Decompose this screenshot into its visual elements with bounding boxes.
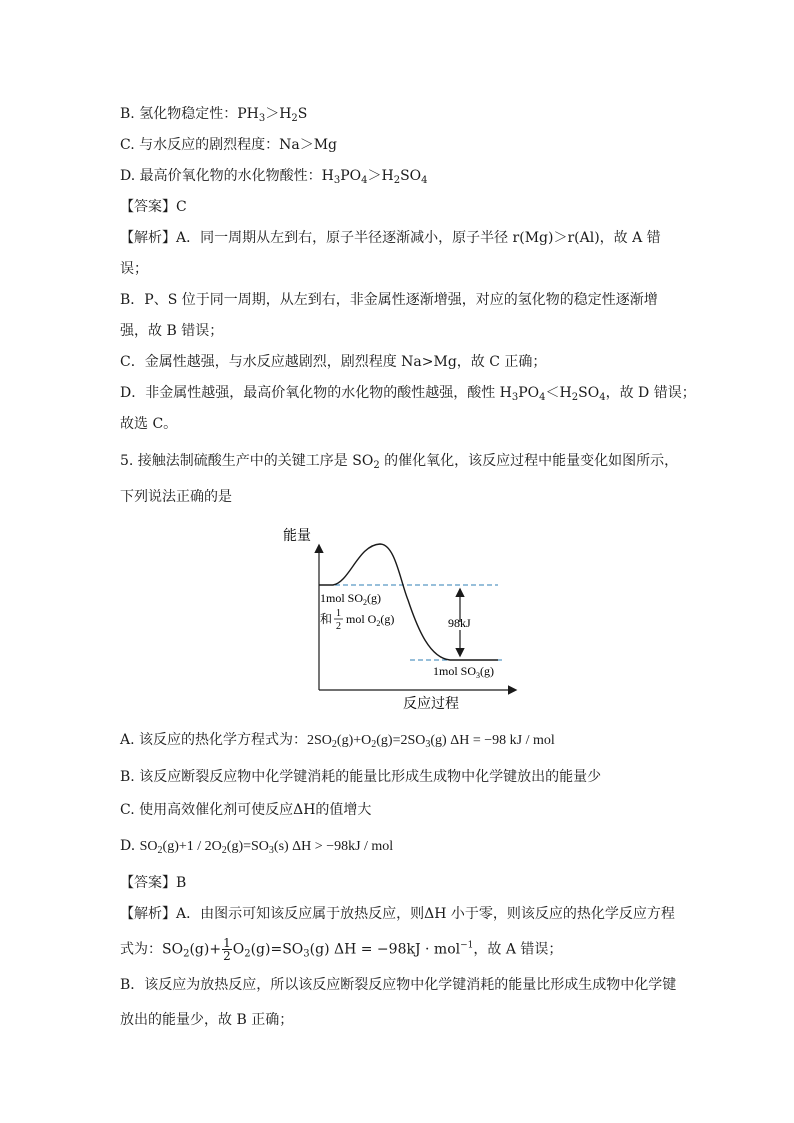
q4-analysis-a-line1: 【解析】A．同一周期从左到右，原子半径逐渐减小，原子半径 r(Mg)＞r(Al)，故 A 错 xyxy=(120,230,661,246)
reactant-label-line2-prefix: 和 xyxy=(320,612,333,626)
q5-option-a: A. 该反应的热化学方程式为：$2SO_2(g)+O_2(g)=2SO_3(g) \Delta H = -98$ kJ / mol xyxy=(120,732,555,750)
q4-analysis-b-line2: 强，故 B 错误； xyxy=(120,323,224,339)
q4-answer: 【答案】C xyxy=(120,199,187,215)
q5-answer: 【答案】B xyxy=(120,875,187,891)
q4-analysis-c: C．金属性越强，与水反应越剧烈，剧烈程度 Na>Mg，故 C 正确； xyxy=(120,354,547,370)
product-label: 1mol $SO_3(g)$ xyxy=(433,664,495,680)
reactant-frac-num: 1 xyxy=(336,608,341,619)
reactant-label-line1: 1mol $SO_2(g)$ xyxy=(320,591,382,607)
q5-option-d: D. $SO_2(g)+1 / 2O_2(g)=SO_3(s) \Delta H > -98kJ$ / mol xyxy=(120,838,394,856)
energy-difference-label: 98kJ xyxy=(448,616,471,630)
q4-analysis-b-line1: B．P、S 位于同一周期，从左到右，非金属性逐渐增强，对应的氢化物的稳定性逐渐增 xyxy=(120,292,658,308)
reactant-frac-den: 2 xyxy=(336,621,341,632)
energy-diagram xyxy=(270,520,530,710)
q5-analysis-a-line1: 【解析】A．由图示可知该反应属于放热反应，则ΔH 小于零，则该反应的热化学反应方程 xyxy=(120,906,675,922)
q5-option-c: C. 使用高效催化剂可使反应ΔH的值增大 xyxy=(120,802,372,818)
q4-option-d: D. 最高价氧化物的水化物酸性：$H_3PO_4>H_2SO_4$ xyxy=(120,168,428,186)
q4-conclusion: 故选 C。 xyxy=(120,416,178,432)
x-axis-label: 反应过程 xyxy=(403,696,459,710)
q4-analysis-d: D．非金属性越强，最高价氧化物的水化物的酸性越强，酸性 $H_3PO_4<H_2SO_4$，故 D 错误； xyxy=(120,385,696,403)
q5-analysis-b-line2: 放出的能量少，故 B 正确； xyxy=(120,1012,294,1028)
q4-analysis-a-line2: 误； xyxy=(120,261,148,277)
reactant-label-line2: mol $O_2(g)$ xyxy=(346,612,395,628)
q4-option-c: C. 与水反应的剧烈程度：Na＞Mg xyxy=(120,137,338,153)
q5-analysis-b-line1: B．该反应为放热反应，所以该反应断裂反应物中化学键消耗的能量比形成生成物中化学键 xyxy=(120,977,677,993)
fraction-half: $\frac{1}{2}$ xyxy=(223,936,231,963)
q5-option-b: B. 该反应断裂反应物中化学键消耗的能量比形成生成物中化学键放出的能量少 xyxy=(120,769,602,785)
q5-analysis-a-line2: 式为：$SO_2(g)+$ $\frac{1}{2}$ $O_2(g)=SO_3(g) \Delta H = -98kJ \cdot mol^{-1}$，故 A 错误； xyxy=(120,936,563,963)
q5-stem-line1: 5. 接触法制硫酸生产中的关键工序是 $SO_2$ 的催化氧化，该反应过程中能量变化如图所示， xyxy=(120,453,679,471)
q5-stem-line2: 下列说法正确的是 xyxy=(120,489,232,505)
q4-option-b: B. 氢化物稳定性：$PH_3>H_2S$ xyxy=(120,106,308,124)
y-axis-label: 能量 xyxy=(283,528,311,544)
